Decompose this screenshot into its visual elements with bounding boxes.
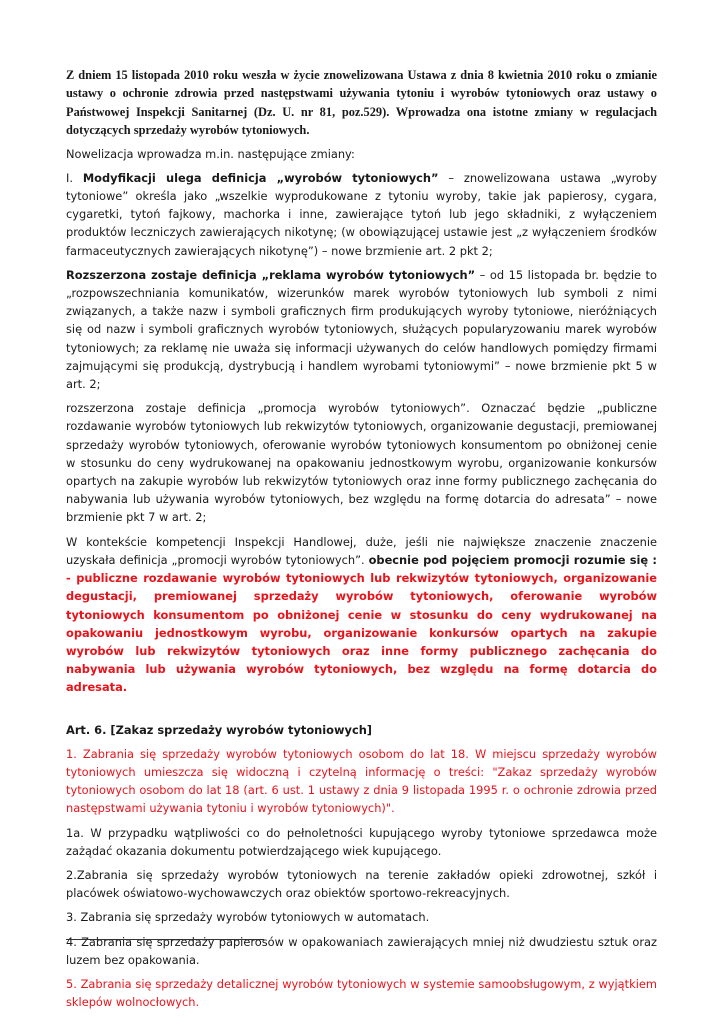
article-item-1: 1. Zabrania się sprzedaży wyrobów tytoniowych osobom do lat 18. W miejscu sprzedaży wyrobów tytoniowych umieszcza się widoczną i czytelną informację o treści: "Zakaz sprzedaży wyrobów tytoniowych osobom do lat 18 (art. 6 ust. 1 ustawy z dnia 9 listopada 1995 r. o ochronie zdrowia przed następstwami używania tytoniu i wyrobów tytoniowych)". <box>66 746 657 816</box>
body-text: – od 15 listopada br. będzie to „rozpowszechniania komunikatów, wizerunków marek wyrobów tytoniowych lub symboli z nimi związanych, a także nazw i symboli graficznych firm produkujących wyroby tytoniowe, nieróżniących się od nazw i symboli graficznych wyrobów tytoniowych, służących popularyzowaniu marek wyrobów tytoniowych; za reklamę nie uważa się informacji używanych do celów handlowych pomiędzy firmami zajmującymi się produkcją, dystrybucją i handlem wyrobami tytoniowymi” – nowe brzmienie pkt 5 w art. 2; <box>66 267 657 392</box>
article-item-5: 5. Zabrania się sprzedaży detalicznej wyrobów tytoniowych w systemie samoobsługowym, z wyjątkiem sklepów wolnocłowych. <box>66 976 657 1010</box>
paragraph-tobacco-definition <box>66 169 657 260</box>
intro-paragraph: Z dniem 15 listopada 2010 roku weszła w życie znowelizowana Ustawa z dnia 8 kwietnia 2010 roku o zmianie ustawy o ochronie zdrowia przed następstwami używania tytoniu i wyrobów tytoniowych oraz ustawy o Państwowej Inspekcji Sanitarnej (Dz. U. nr 81, poz.529). Wprowadza ona istotne zmiany w regulacjach dotyczących sprzedaży wyrobów tytoniowych. <box>66 68 657 138</box>
lead-paragraph: Nowelizacja wprowadza m.in. następujące zmiany: <box>66 146 355 161</box>
article-item-4: 4. Zabrania się sprzedaży papierosów w opakowaniach zawierających mniej niż dwudziestu sztuk oraz luzem bez opakowania. <box>66 934 657 967</box>
article-heading: Art. 6. [Zakaz sprzedaży wyrobów tytoniowych] <box>66 722 373 737</box>
paragraph-trade-inspection <box>66 533 657 697</box>
article-item-2: 2.Zabrania się sprzedaży wyrobów tytoniowych na terenie zakładów opieki zdrowotnej, szkół i placówek oświatowo-wychowawczych oraz obiektów sportowo-rekreacyjnych. <box>66 867 657 901</box>
paragraph-advertising-definition <box>66 266 657 393</box>
body-text: – znowelizowana ustawa „wyroby tytoniowe” określa jako „wszelkie wyprodukowane z tytoniu wyroby, takie jak papierosy, cygara, cygaretki, tytoń fajkowy, machorka i inne, zawierające tytoń lub jego składniki, z wyłączeniem produktów leczniczych zawierających nikotynę; (w obowiązującej ustawie jest „z wyłączeniem środków farmaceutycznych zawierających nikotynę”) – nowe brzmienie art. 2 pkt 2; <box>66 170 657 258</box>
bold-lead: Rozszerzona zostaje definicja „reklama wyrobów tytoniowych” <box>66 267 476 282</box>
bold-lead: Modyfikacji ulega definicja „wyrobów tytoniowych” <box>82 170 439 185</box>
paragraph-promotion-definition: rozszerzona zostaje definicja „promocja wyrobów tytoniowych”. Oznaczać będzie „publiczne rozdawanie wyrobów tytoniowych lub rekwizytów tytoniowych, organizowanie degustacji, premiowanej sprzedaży wyrobów tytoniowych, oferowanie wyrobów tytoniowych konsumentom po obniżonej cenie w stosunku do ceny wydrukowanej na opakowaniu jednostkowym wyrobu, organizowanie konkursów opartych na zakupie wyrobów lub rekwizytów tytoniowych oraz inne formy publicznego zachęcania do nabywania lub używania wyrobów tytoniowych, bez względu na formę dotarcia do adresata” – nowe brzmienie pkt 7 w art. 2; <box>66 401 657 525</box>
roman-numeral: I. <box>66 170 83 185</box>
footnote-separator <box>66 939 264 940</box>
article-item-1a: 1a. W przypadku wątpliwości co do pełnoletności kupującego wyroby tytoniowe sprzedawca może zażądać okazania dokumentu potwierdzającego wiek kupującego. <box>66 825 657 858</box>
document-page <box>66 66 657 1011</box>
body-text: W kontekście kompetencji Inspekcji Handlowej, duże, jeśli nie największe znaczenie znaczenie uzyskała definicja „promocji wyrobów tytoniowych”. <box>66 534 657 567</box>
bold-phrase: obecnie pod pojęciem promocji rozumie się : <box>368 552 657 567</box>
article-item-3: 3. Zabrania się sprzedaży wyrobów tytoniowych w automatach. <box>66 910 430 925</box>
red-definition: - publiczne rozdawanie wyrobów tytoniowych lub rekwizytów tytoniowych, organizowanie degustacji, premiowanej sprzedaży wyrobów tytoniowych, oferowanie wyrobów tytoniowych konsumentom po obniżonej cenie w stosunku do ceny wydrukowanej na opakowaniu jednostkowym wyrobu, organizowanie konkursów opartych na zakupie wyrobów lub rekwizytów tytoniowych oraz inne formy publicznego zachęcania do nabywania lub używania wyrobów tytoniowych, bez względu na formę dotarcia do adresata. <box>66 571 657 695</box>
